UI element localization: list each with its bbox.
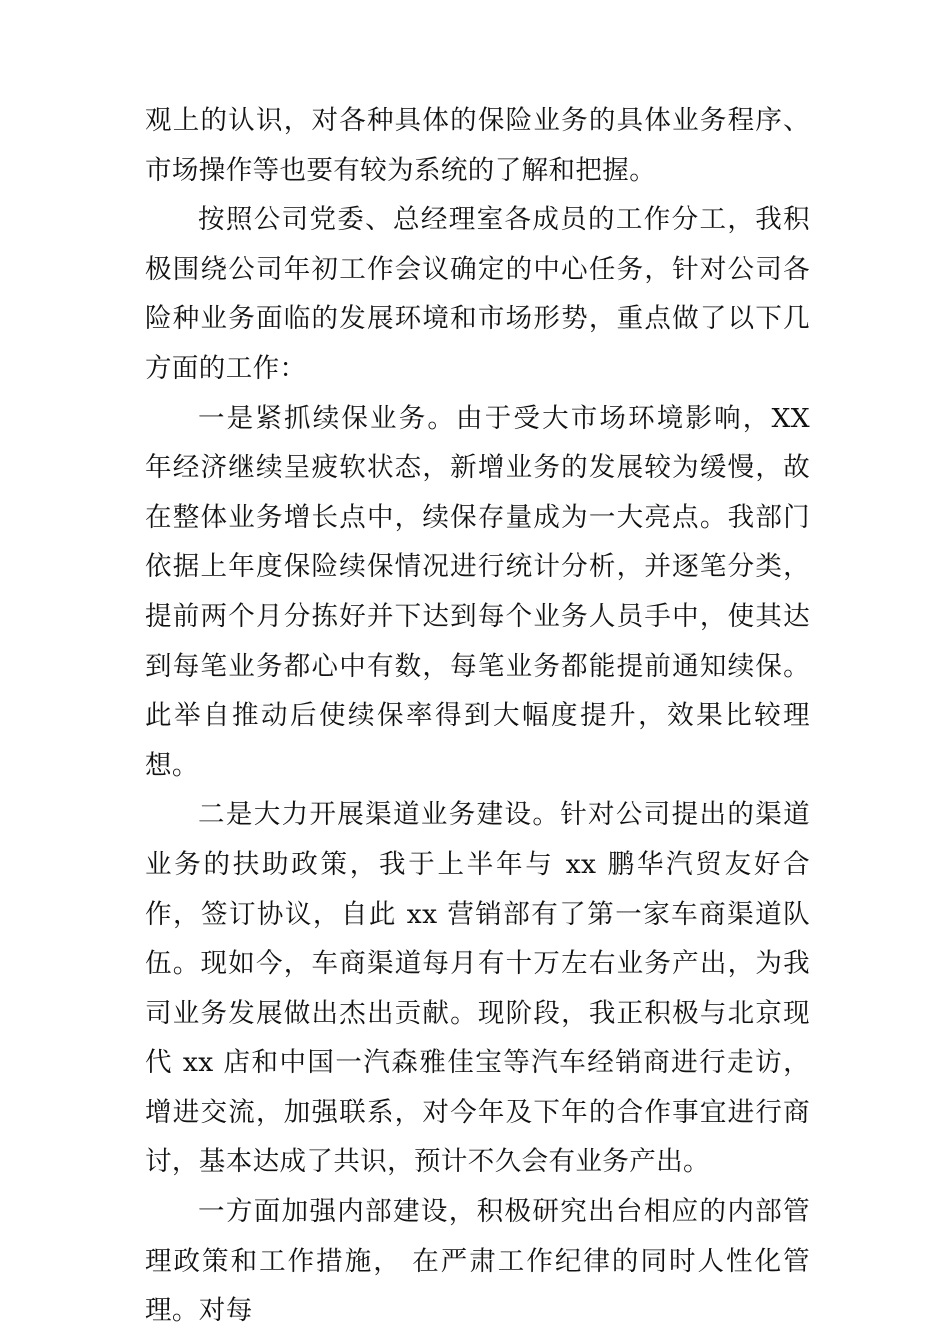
paragraph-5: 一方面加强内部建设，积极研究出台相应的内部管理政策和工作措施， 在严肃工作纪律的同时人性化管理。对每 (145, 1196, 810, 1327)
paragraph-3: 一是紧抓续保业务。由于受大市场环境影响，XX 年经济继续呈疲软状态，新增业务的发展较为缓慢，故在整体业务增长点中，续保存量成为一大亮点。我部门依据上年度保险续保情况进行统计分析，并逐笔分类，提前两个月分拣好并下达到每个业务人员手中，使其达到每笔业务都心中有数，每笔业务都能提前通知续保。此举自推动后使续保率得到大幅度提升，效果比较理想。 (145, 402, 810, 781)
paragraph-4: 二是大力开展渠道业务建设。针对公司提出的渠道业务的扶助政策，我于上半年与 xx 鹏华汽贸友好合作，签订协议，自此 xx 营销部有了第一家车商渠道队伍。现如今，车商渠道每月有十万左右业务产出，为我司业务发展做出杰出贡献。现阶段，我正积极与北京现代 xx 店和中国一汽森雅佳宝等汽车经销商进行走访，增进交流，加强联系，对今年及下年的合作事宜进行商讨，基本达成了共识，预计不久会有业务产出。 (145, 799, 810, 1178)
paragraph-1: 观上的认识，对各种具体的保险业务的具体业务程序、市场操作等也要有较为系统的了解和把握。 (145, 105, 810, 186)
paragraph-2: 按照公司党委、总经理室各成员的工作分工，我积极围绕公司年初工作会议确定的中心任务，针对公司各险种业务面临的发展环境和市场形势，重点做了以下几方面的工作： (145, 204, 810, 384)
document-body (145, 96, 810, 1336)
